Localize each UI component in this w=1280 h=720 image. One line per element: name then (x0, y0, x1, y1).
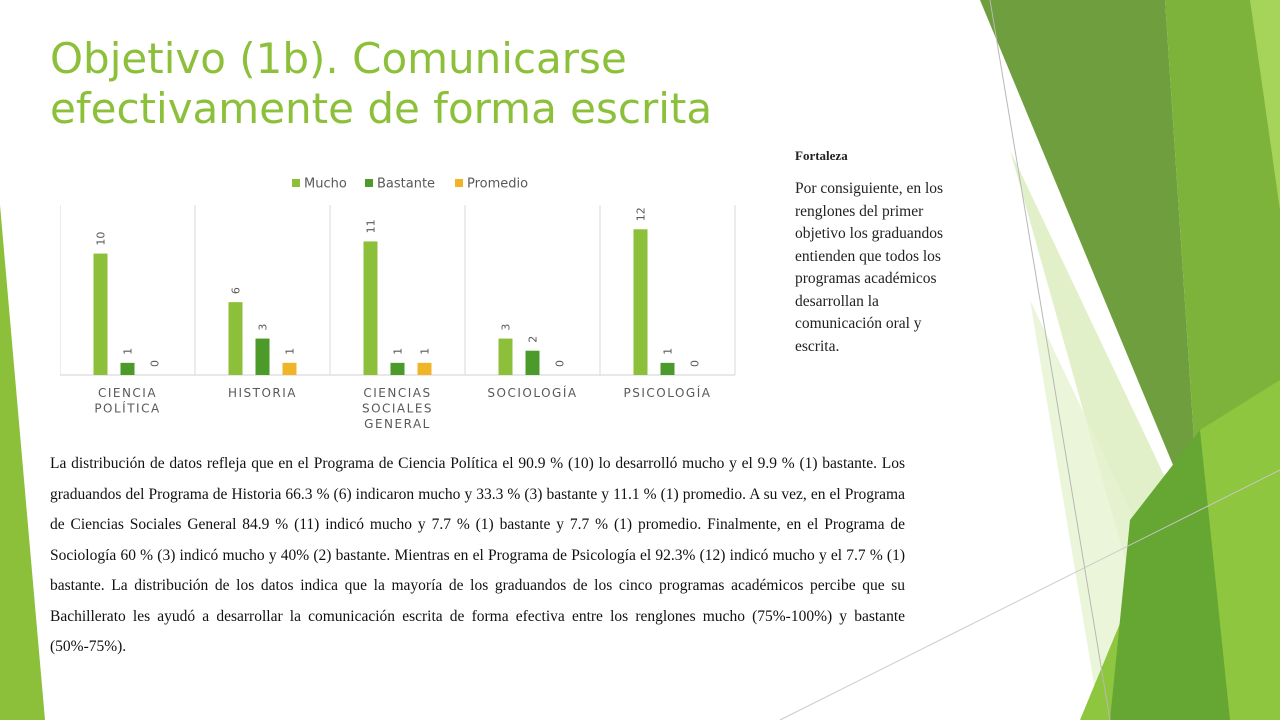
data-label: 1 (121, 347, 135, 355)
bar-bastante (121, 363, 135, 375)
deco-triangle-left (0, 205, 45, 720)
legend-label-promedio: Promedio (467, 176, 529, 192)
data-label: 10 (94, 231, 108, 246)
side-text: Por consiguiente, en los renglones del primer objetivo los graduandos entienden que todos los programas académicos desarrollan la comunicación oral y escrita. (795, 180, 944, 355)
bar-promedio (283, 363, 297, 375)
bar-mucho (364, 241, 378, 375)
slide-title: Objetivo (1b). Comunicarse efectivamente de forma escrita (50, 34, 713, 133)
bar-bastante (391, 363, 405, 375)
data-label: 3 (256, 323, 270, 331)
bar-mucho (634, 229, 648, 375)
description-paragraph: La distribución de datos refleja que en el Programa de Ciencia Política el 90.9 % (10) lo desarrolló mucho y el 9.9 % (1) bastante. Los graduandos del Programa de Historia 66.3 % (6) indicaron mucho y 33.3 % (3) bastante y 11.1 % (1) promedio. A su vez, en el Programa de Ciencias Sociales General 84.9 % (11) indicó mucho y 7.7 % (1) bastante y 7.7 % (1) promedio. Finalmente, en el Programa de Sociología 60 % (3) indicó mucho y 40% (2) bastante. Mientras en el Programa de Psicología el 92.3% (12) indicó mucho y el 7.7 % (1) bastante. La distribución de los datos indica que la mayoría de los graduandos de los cinco programas académicos percibe que su Bachillerato les ayudó a desarrollar la comunicación escrita de forma efectiva entre los renglones mucho (75%-100%) y bastante (50%-75%). (50, 455, 905, 655)
data-label: 12 (634, 207, 648, 222)
bar-chart (60, 170, 750, 440)
bar-promedio (418, 363, 432, 375)
data-label: 1 (283, 347, 297, 355)
category-label: POLÍTICA (94, 401, 161, 416)
category-label: GENERAL (364, 417, 431, 431)
legend-label-mucho: Mucho (304, 176, 347, 192)
side-heading: Fortaleza (795, 148, 848, 163)
data-label: 0 (148, 360, 162, 367)
data-label: 3 (499, 323, 513, 331)
bar-bastante (526, 351, 540, 375)
legend-label-bastante: Bastante (377, 176, 436, 192)
bar-mucho (499, 339, 513, 375)
category-label: PSICOLOGÍA (623, 386, 712, 400)
category-label: HISTORIA (227, 386, 298, 400)
legend-swatch-bastante (365, 179, 373, 187)
data-label: 0 (553, 360, 567, 367)
bar-mucho (229, 302, 243, 375)
data-label: 11 (364, 219, 378, 234)
data-label: 0 (688, 360, 702, 367)
category-label: SOCIALES (361, 401, 434, 416)
bar-bastante (661, 363, 675, 375)
data-label: 2 (526, 335, 540, 343)
data-label: 1 (661, 347, 675, 355)
legend-swatch-mucho (292, 179, 300, 187)
category-label: CIENCIAS (363, 386, 432, 400)
data-label: 1 (391, 347, 405, 355)
category-label: CIENCIA (97, 386, 158, 400)
data-label: 6 (229, 287, 243, 295)
data-label: 1 (418, 347, 432, 355)
bar-mucho (94, 254, 108, 375)
bar-bastante (256, 339, 270, 375)
legend-swatch-promedio (455, 179, 463, 187)
category-label: SOCIOLOGÍA (487, 386, 578, 400)
